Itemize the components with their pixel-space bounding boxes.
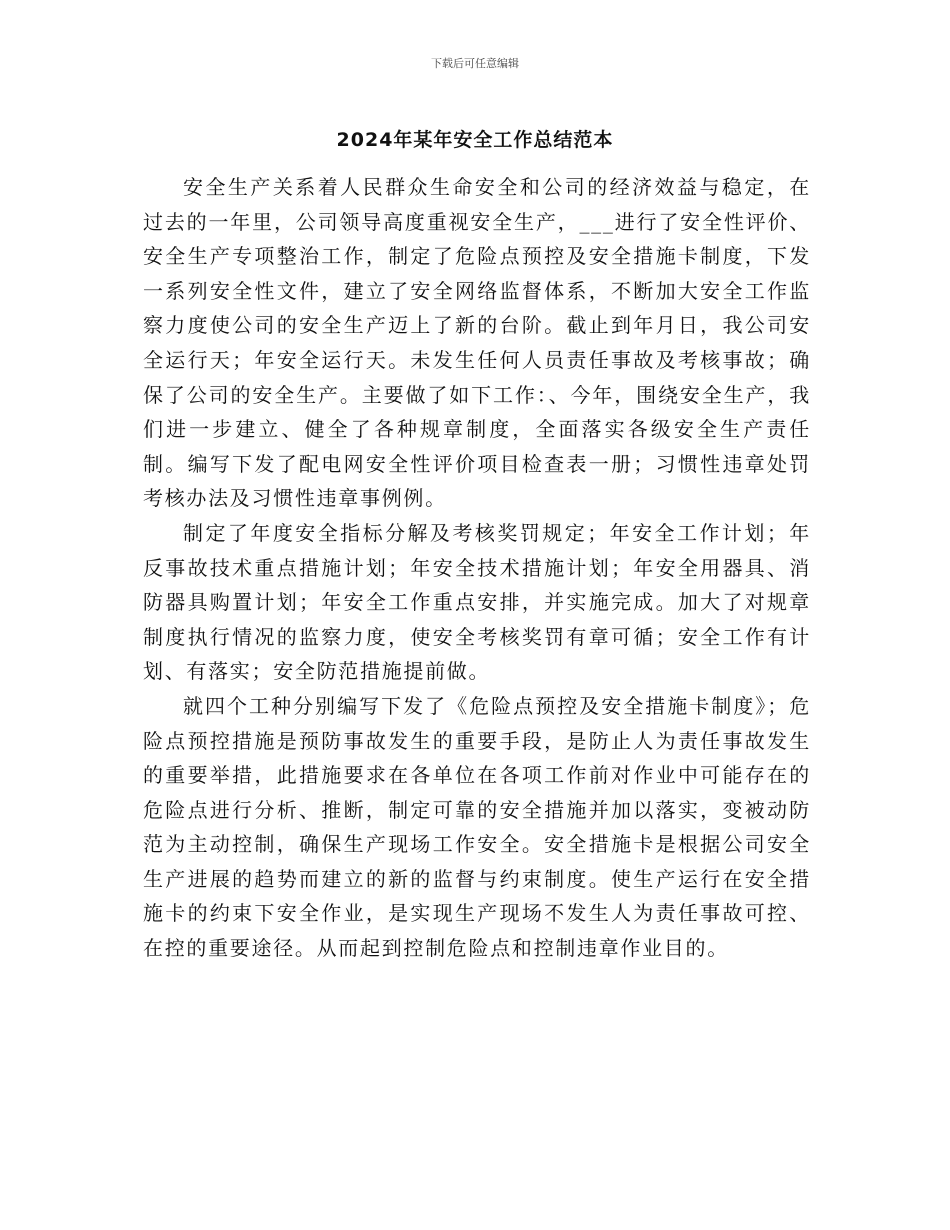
document-body	[143, 170, 811, 966]
paragraph: 制定了年度安全指标分解及考核奖罚规定；年安全工作计划；年反事故技术重点措施计划；年安全技术措施计划；年安全用器具、消防器具购置计划；年安全工作重点安排，并实施完成。加大了对规章制度执行情况的监察力度，使安全考核奖罚有章可循；安全工作有计划、有落实；安全防范措施提前做。	[143, 520, 811, 684]
page-header: 下载后可任意编辑	[431, 57, 519, 70]
document-title: 2024年某年安全工作总结范本	[336, 129, 614, 151]
paragraph: 就四个工种分别编写下发了《危险点预控及安全措施卡制度》；危险点预控措施是预防事故发生的重要手段，是防止人为责任事故发生的重要举措，此措施要求在各单位在各项工作前对作业中可能存在的危险点进行分析、推断，制定可靠的安全措施并加以落实，变被动防范为主动控制，确保生产现场工作安全。安全措施卡是根据公司安全生产进展的趋势而建立的新的监督与约束制度。使生产运行在安全措施卡的约束下安全作业，是实现生产现场不发生人为责任事故可控、在控的重要途径。从而起到控制危险点和控制违章作业目的。	[143, 693, 811, 961]
paragraph: 安全生产关系着人民群众生命安全和公司的经济效益与稳定，在过去的一年里，公司领导高度重视安全生产，___进行了安全性评价、安全生产专项整治工作，制定了危险点预控及安全措施卡制度，下发一系列安全性文件，建立了安全网络监督体系，不断加大安全工作监察力度使公司的安全生产迈上了新的台阶。截止到年月日，我公司安全运行天；年安全运行天。未发生任何人员责任事故及考核事故；确保了公司的安全生产。主要做了如下工作：、今年，围绕安全生产，我们进一步建立、健全了各种规章制度，全面落实各级安全生产责任制。编写下发了配电网安全性评价项目检查表一册；习惯性违章处罚考核办法及习惯性违章事例例。	[143, 175, 811, 511]
